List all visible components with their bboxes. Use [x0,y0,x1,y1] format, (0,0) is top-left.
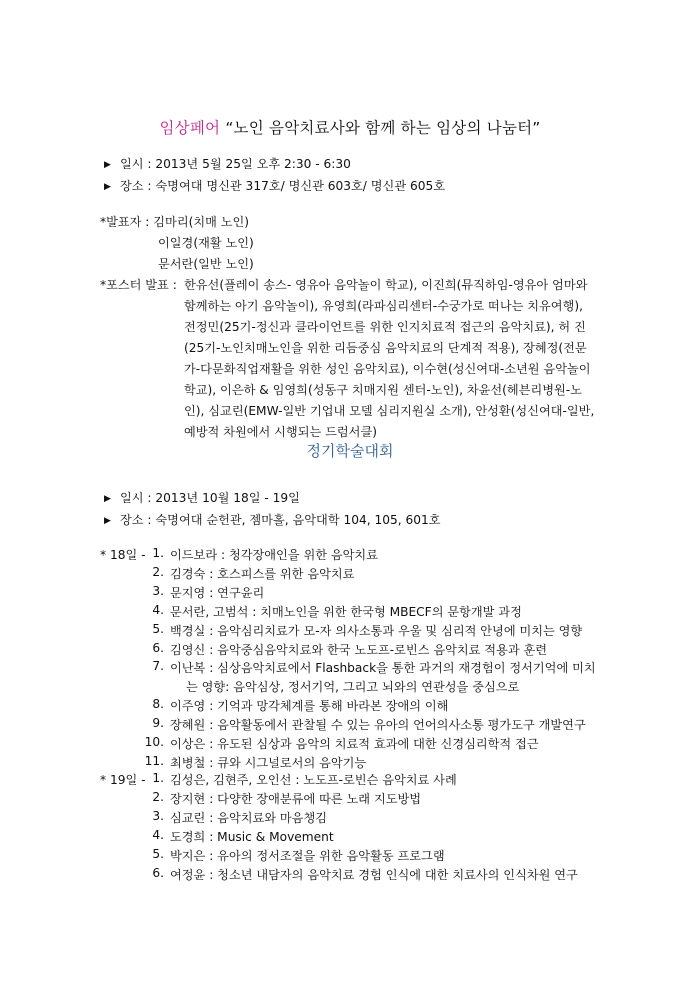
list-item: 장혜원 : 음악활동에서 관찰될 수 있는 유아의 언어의사소통 평가도구 개발연구 [170,718,586,733]
list-item-number: 8. [152,697,164,712]
bullet-icon: ▶ [104,182,111,192]
list-item-number: 6. [152,640,164,655]
list-item-number: 5. [152,846,164,861]
list-item-number: 10. [144,735,164,749]
list-item-number: 4. [152,602,164,617]
list-item-number: 1. [152,771,164,785]
list-item: 이주영 : 기억과 망각체계를 통해 바라본 장애의 이해 [170,699,449,714]
list-item: 문서란, 고범석 : 치매노인을 위한 한국형 MBECF의 문항개발 과정 [170,604,522,619]
bullet-icon: ▶ [104,160,111,170]
list-item: 는 영향: 음악심상, 정서기억, 그리고 뇌와의 연관성을 중심으로 [186,680,520,695]
list-item-number: 2. [152,564,164,579]
presenters-line: *발표자 : 김마리(치매 노인) [100,215,250,229]
poster-line: 예방적 차원에서 시행되는 드럼서클) [184,425,377,439]
list-item: 이상은 : 유도된 심상과 음악의 치료적 효과에 대한 신경심리학적 접근 [170,737,539,751]
day18-label: * 18일 - [100,548,146,562]
list-item-number: 4. [152,827,164,842]
list-item: 도경희 : Music & Movement [170,829,334,844]
poster-line: (25기-노인치매노인을 위한 리듬중심 음악치료의 단계적 적용), 장혜정(전문 [184,341,587,355]
day19-label: * 19일 - [100,773,146,787]
list-item-number: 11. [144,753,164,768]
list-item-number: 9. [152,716,164,731]
list-item-number: 7. [152,659,164,674]
list-item-number: 3. [152,583,164,598]
list-item: 김경숙 : 호스피스를 위한 음악치료 [170,566,355,581]
bullet-icon: ▶ [104,516,111,526]
section2-title: 정기학술대회 [306,442,394,460]
place-line: 장소 : 숙명여대 명신관 317호/ 명신관 603호/ 명신관 605호 [120,179,446,193]
title-main: “노인 음악치료사와 함께 하는 임상의 나눔터” [225,119,541,137]
date-line: 일시 : 2013년 10월 18일 - 19일 [120,491,300,505]
list-item: 심교린 : 음악치료와 마음챙김 [170,810,328,825]
list-item: 최병철 : 큐와 시그널로서의 음악기능 [170,755,367,770]
presenter-item: 이일경(재활 노인) [158,236,254,250]
poster-label: *포스터 발표 : [100,278,177,292]
poster-line: 한유선(플레이 송스- 영유아 음악놀이 학교), 이진희(뮤직하임-영유아 엄마와 [184,278,588,292]
presenter-item: 문서란(일반 노인) [158,257,254,271]
poster-line: 전정민(25기-정신과 클라이언트를 위한 인지치료적 접근의 음악치료), 허 진 [184,320,586,334]
poster-line: 인), 심교린(EMW-일반 기업내 모델 심리지원실 소개), 안성환(성신여대-일반, [184,404,595,418]
list-item: 김성은, 김현주, 오인선 : 노도프-로빈슨 음악치료 사례 [170,773,457,787]
list-item: 박지은 : 유아의 정서조절을 위한 음악활동 프로그램 [170,848,445,863]
list-item: 장지현 : 다양한 장애분류에 따른 노래 지도방법 [170,791,422,806]
place-line: 장소 : 숙명여대 순헌관, 젬마홀, 음악대학 104, 105, 601호 [120,513,441,527]
section1-title [0,116,700,138]
list-item-number: 3. [152,808,164,823]
list-item: 김영신 : 음악중심음악치료와 한국 노도프-로빈스 음악치료 적용과 훈련 [170,642,548,657]
list-item-number: 2. [152,789,164,804]
list-item: 문지영 : 연구윤리 [170,585,265,600]
list-item: 이난복 : 심상음악치료에서 Flashback을 통한 과거의 재경험이 정서기억에 미치 [170,661,596,676]
list-item: 이드보라 : 청각장애인을 위한 음악치료 [170,548,378,562]
list-item: 백경실 : 음악심리치료가 모-자 의사소통과 우울 및 심리적 안녕에 미치는 영향 [170,623,583,638]
date-line: 일시 : 2013년 5월 25일 오후 2:30 - 6:30 [120,157,351,171]
bullet-icon: ▶ [104,494,111,504]
poster-line: 함께하는 아기 음악놀이), 유영희(라파심리센터-수궁가로 떠나는 치유여행), [184,299,583,313]
poster-line: 가-다문화직업재활을 위한 성인 음악치료), 이수현(성신여대-소년원 음악놀이 [184,362,591,376]
list-item-number: 5. [152,621,164,636]
list-item-number: 1. [152,546,164,560]
title-prefix: 임상페어 [159,119,221,137]
poster-line: 학교), 이은하 & 임영희(성동구 치매지원 센터-노인), 차윤선(헤븐리병원-노 [184,383,582,397]
list-item-number: 6. [152,865,164,880]
list-item: 여정윤 : 청소년 내담자의 음악치료 경험 인식에 대한 치료사의 인식차원 연구 [170,867,578,882]
